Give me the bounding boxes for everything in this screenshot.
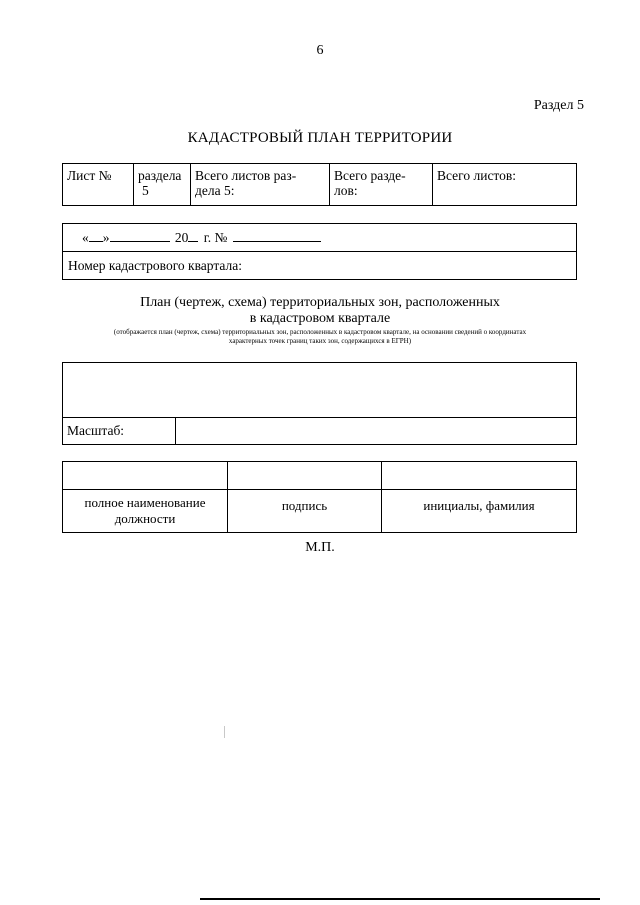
name-blank xyxy=(382,462,577,490)
position-blank xyxy=(63,462,228,490)
total-sheets-section-line2: дела 5: xyxy=(195,183,235,198)
stamp-label: М.П. xyxy=(305,540,335,555)
plan-title xyxy=(0,295,640,327)
section-number-label: раздела xyxy=(138,168,182,183)
total-sections-cell xyxy=(330,164,433,206)
day-blank xyxy=(89,227,103,242)
date-number-row xyxy=(63,224,577,252)
document-title: КАДАСТРОВЫЙ ПЛАН ТЕРРИТОРИИ xyxy=(187,130,453,146)
number-blank xyxy=(233,227,321,242)
sheet-info-table xyxy=(62,163,577,206)
signature-blank xyxy=(228,462,382,490)
position-label-line1: полное наименование xyxy=(84,495,206,510)
scale-label-cell xyxy=(63,418,176,445)
quote-open: « xyxy=(82,230,89,245)
date-quarter-table xyxy=(62,223,577,280)
quote-close: » xyxy=(102,230,110,245)
total-sheets-section-cell xyxy=(191,164,330,206)
total-sections-line2: лов: xyxy=(334,183,358,198)
sheet-number-label: Лист № xyxy=(67,168,112,183)
total-sheets-label: Всего листов: xyxy=(437,168,517,183)
month-blank xyxy=(110,227,170,242)
position-label-cell xyxy=(63,490,228,533)
total-sheets-cell xyxy=(433,164,577,206)
quarter-number-row xyxy=(63,252,577,280)
year-prefix: 20 xyxy=(174,230,189,245)
scale-label: Масштаб: xyxy=(67,423,125,438)
bottom-edge-line xyxy=(200,898,600,900)
name-label: инициалы, фамилия xyxy=(423,498,535,513)
plan-note-line2: характерных точек границ таких зон, содержащихся в ЕГРН) xyxy=(228,337,412,345)
plan-title-line2: в кадастровом квартале xyxy=(249,311,391,326)
quarter-number-label: Номер кадастрового квартала: xyxy=(68,258,242,273)
number-label: г. № xyxy=(203,230,228,245)
signature-label: подпись xyxy=(281,498,328,513)
plan-drawing-area xyxy=(63,363,577,418)
signature-table xyxy=(62,461,577,533)
total-sheets-section-line1: Всего листов раз- xyxy=(195,168,297,183)
plan-note xyxy=(60,328,580,346)
section-number-value: 5 xyxy=(142,183,149,198)
scale-value-cell xyxy=(176,418,577,445)
sheet-number-cell xyxy=(63,164,134,206)
scan-artifact xyxy=(224,726,225,738)
year-blank xyxy=(188,227,198,242)
section-number-cell xyxy=(134,164,191,206)
position-label-line2: должности xyxy=(114,511,176,526)
signature-label-cell xyxy=(228,490,382,533)
plan-note-line1: (отображается план (чертеж, схема) территориальных зон, расположенных в кадастровом квартале, на основании сведений о координатах xyxy=(113,328,527,336)
plan-title-line1: План (чертеж, схема) территориальных зон, расположенных xyxy=(140,295,500,310)
total-sections-line1: Всего разде- xyxy=(334,168,406,183)
plan-table xyxy=(62,362,577,445)
page-number: 6 xyxy=(316,43,324,58)
name-label-cell xyxy=(382,490,577,533)
section-label: Раздел 5 xyxy=(533,98,584,113)
